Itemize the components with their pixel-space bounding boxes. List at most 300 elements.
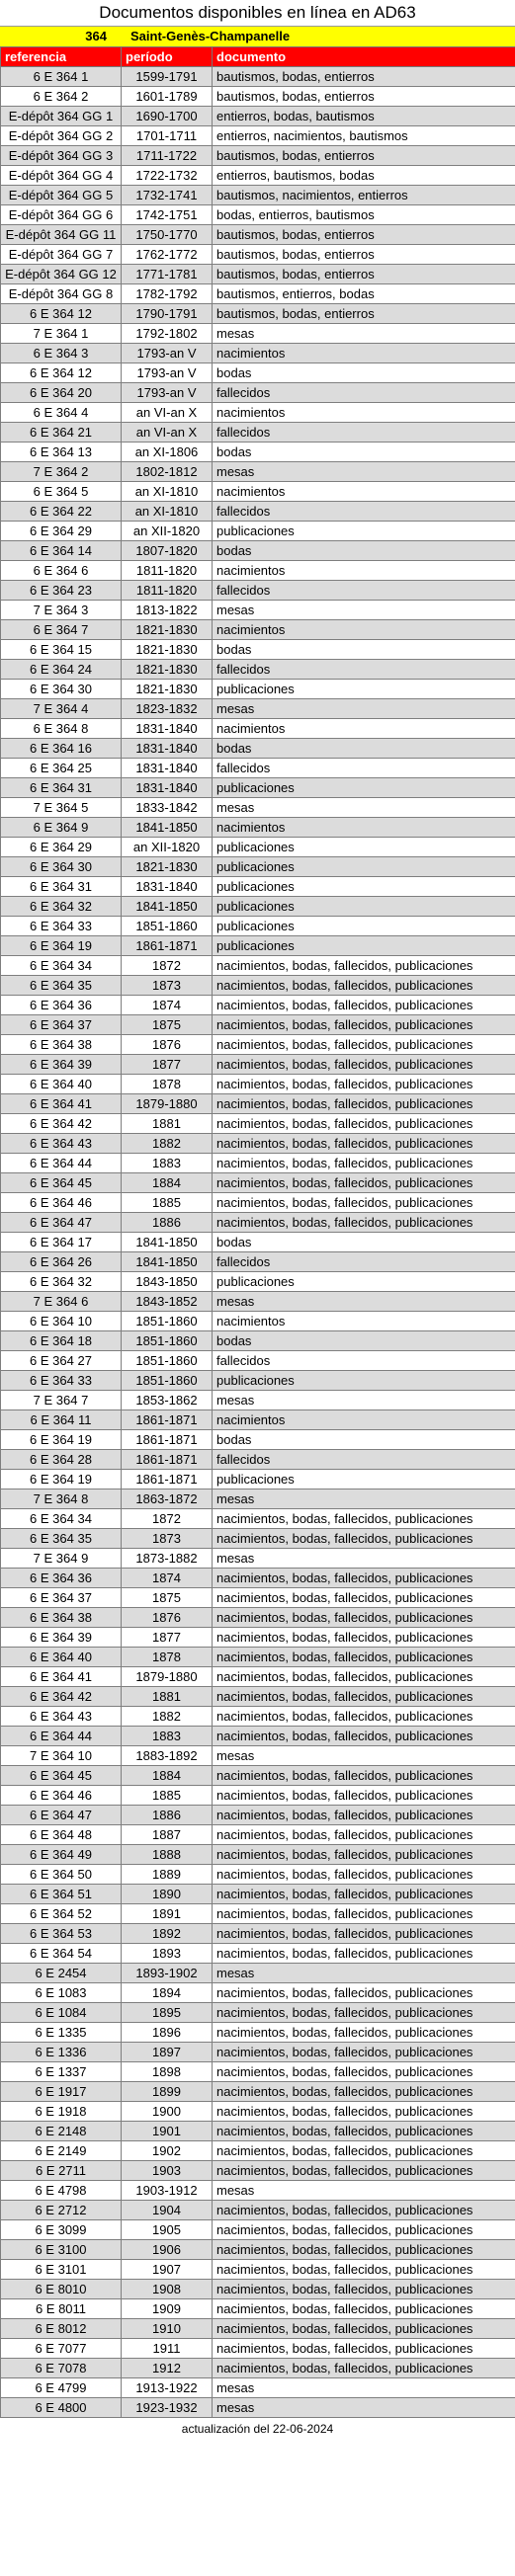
cell-period: 1879-1880 — [122, 1667, 213, 1687]
table-row — [1, 1154, 515, 1173]
table-row — [1, 1292, 515, 1312]
cell-document: mesas — [213, 1964, 515, 1983]
table-row — [1, 304, 515, 324]
table-row — [1, 1964, 515, 1983]
table-row — [1, 917, 515, 936]
cell-reference: 6 E 364 1 — [1, 67, 122, 87]
cell-reference: 6 E 364 33 — [1, 917, 122, 936]
cell-reference: 6 E 1083 — [1, 1983, 122, 2003]
cell-period: 1883 — [122, 1154, 213, 1173]
table-row — [1, 1687, 515, 1707]
cell-document: fallecidos — [213, 1252, 515, 1272]
cell-document: nacimientos, bodas, fallecidos, publicaciones — [213, 1035, 515, 1055]
cell-reference: 7 E 364 1 — [1, 324, 122, 344]
cell-reference: 6 E 364 47 — [1, 1213, 122, 1233]
cell-period: an XII-1820 — [122, 522, 213, 541]
table-row — [1, 699, 515, 719]
cell-period: 1792-1802 — [122, 324, 213, 344]
cell-reference: 6 E 364 37 — [1, 1015, 122, 1035]
cell-reference: 6 E 364 32 — [1, 1272, 122, 1292]
cell-period: 1732-1741 — [122, 186, 213, 205]
cell-period: 1863-1872 — [122, 1489, 213, 1509]
table-row — [1, 1410, 515, 1430]
cell-document: nacimientos — [213, 719, 515, 739]
table-row — [1, 1173, 515, 1193]
table-row — [1, 1430, 515, 1450]
cell-reference: 6 E 1918 — [1, 2102, 122, 2122]
cell-period: 1878 — [122, 1075, 213, 1094]
table-row — [1, 1233, 515, 1252]
table-row — [1, 1470, 515, 1489]
cell-reference: E-dépôt 364 GG 8 — [1, 284, 122, 304]
table-row — [1, 205, 515, 225]
table-row — [1, 1391, 515, 1410]
cell-period: 1874 — [122, 1569, 213, 1588]
cell-document: nacimientos, bodas, fallecidos, publicaciones — [213, 1687, 515, 1707]
cell-reference: 6 E 364 33 — [1, 1371, 122, 1391]
table-row — [1, 660, 515, 680]
cell-period: 1701-1711 — [122, 126, 213, 146]
cell-document: bautismos, bodas, entierros — [213, 87, 515, 107]
cell-document: bodas — [213, 363, 515, 383]
cell-period: 1831-1840 — [122, 778, 213, 798]
cell-document: fallecidos — [213, 502, 515, 522]
cell-document: nacimientos, bodas, fallecidos, publicaciones — [213, 1707, 515, 1727]
cell-reference: 6 E 4798 — [1, 2181, 122, 2201]
cell-period: 1821-1830 — [122, 640, 213, 660]
cell-reference: 6 E 8010 — [1, 2280, 122, 2299]
cell-period: an VI-an X — [122, 403, 213, 423]
cell-document: nacimientos, bodas, fallecidos, publicaciones — [213, 2161, 515, 2181]
cell-reference: E-dépôt 364 GG 2 — [1, 126, 122, 146]
cell-period: 1861-1871 — [122, 1410, 213, 1430]
cell-document: fallecidos — [213, 423, 515, 443]
cell-period: 1813-1822 — [122, 601, 213, 620]
table-header-row — [1, 47, 515, 67]
cell-reference: 6 E 364 45 — [1, 1173, 122, 1193]
table-row — [1, 2181, 515, 2201]
cell-document: bautismos, entierros, bodas — [213, 284, 515, 304]
cell-reference: 6 E 1337 — [1, 2062, 122, 2082]
cell-reference: 6 E 364 16 — [1, 739, 122, 759]
cell-period: 1905 — [122, 2220, 213, 2240]
table-row — [1, 2023, 515, 2043]
cell-document: bodas — [213, 1331, 515, 1351]
cell-reference: 6 E 364 14 — [1, 541, 122, 561]
cell-document: nacimientos, bodas, fallecidos, publicaciones — [213, 2122, 515, 2141]
table-row — [1, 1746, 515, 1766]
cell-period: 1913-1922 — [122, 2378, 213, 2398]
cell-document: mesas — [213, 462, 515, 482]
cell-period: 1821-1830 — [122, 857, 213, 877]
cell-document: publicaciones — [213, 1272, 515, 1292]
cell-document: nacimientos, bodas, fallecidos, publicaciones — [213, 1114, 515, 1134]
cell-period: 1802-1812 — [122, 462, 213, 482]
cell-document: mesas — [213, 324, 515, 344]
table-row — [1, 2260, 515, 2280]
cell-document: publicaciones — [213, 838, 515, 857]
cell-reference: 7 E 364 2 — [1, 462, 122, 482]
cell-document: nacimientos, bodas, fallecidos, publicaciones — [213, 2023, 515, 2043]
cell-reference: 6 E 364 7 — [1, 620, 122, 640]
table-row — [1, 759, 515, 778]
table-row — [1, 1707, 515, 1727]
cell-period: 1912 — [122, 2359, 213, 2378]
commune-name: Saint-Genès-Champanelle — [130, 29, 291, 43]
cell-document: nacimientos, bodas, fallecidos, publicaciones — [213, 2201, 515, 2220]
cell-period: 1811-1820 — [122, 581, 213, 601]
cell-reference: 6 E 364 4 — [1, 403, 122, 423]
cell-reference: 6 E 364 42 — [1, 1114, 122, 1134]
cell-period: 1878 — [122, 1648, 213, 1667]
cell-document: fallecidos — [213, 759, 515, 778]
cell-reference: 6 E 364 30 — [1, 857, 122, 877]
cell-reference: 6 E 364 41 — [1, 1094, 122, 1114]
cell-reference: 6 E 4799 — [1, 2378, 122, 2398]
cell-period: 1823-1832 — [122, 699, 213, 719]
cell-period: 1722-1732 — [122, 166, 213, 186]
table-row — [1, 1885, 515, 1904]
table-row — [1, 462, 515, 482]
cell-document: nacimientos, bodas, fallecidos, publicaciones — [213, 976, 515, 996]
table-row — [1, 976, 515, 996]
cell-period: 1879-1880 — [122, 1094, 213, 1114]
cell-period: an XI-1806 — [122, 443, 213, 462]
cell-period: 1881 — [122, 1687, 213, 1707]
table-row — [1, 956, 515, 976]
table-row — [1, 541, 515, 561]
cell-document: mesas — [213, 699, 515, 719]
table-row — [1, 186, 515, 205]
table-row — [1, 1193, 515, 1213]
cell-period: 1861-1871 — [122, 936, 213, 956]
cell-period: 1875 — [122, 1588, 213, 1608]
cell-period: 1807-1820 — [122, 541, 213, 561]
table-row — [1, 67, 515, 87]
cell-reference: E-dépôt 364 GG 1 — [1, 107, 122, 126]
cell-document: nacimientos, bodas, fallecidos, publicaciones — [213, 1825, 515, 1845]
cell-document: nacimientos, bodas, fallecidos, publicaciones — [213, 1529, 515, 1549]
cell-reference: 6 E 364 38 — [1, 1035, 122, 1055]
cell-reference: 7 E 364 5 — [1, 798, 122, 818]
cell-document: nacimientos — [213, 1410, 515, 1430]
cell-period: 1601-1789 — [122, 87, 213, 107]
table-row — [1, 363, 515, 383]
table-row — [1, 324, 515, 344]
cell-document: publicaciones — [213, 936, 515, 956]
cell-period: 1899 — [122, 2082, 213, 2102]
cell-reference: 6 E 364 20 — [1, 383, 122, 403]
cell-document: nacimientos, bodas, fallecidos, publicaciones — [213, 1786, 515, 1806]
table-row — [1, 2398, 515, 2418]
cell-reference: 6 E 364 12 — [1, 304, 122, 324]
cell-period: 1902 — [122, 2141, 213, 2161]
cell-document: bautismos, bodas, entierros — [213, 245, 515, 265]
cell-document: nacimientos, bodas, fallecidos, publicaciones — [213, 1569, 515, 1588]
cell-period: 1872 — [122, 956, 213, 976]
cell-period: 1782-1792 — [122, 284, 213, 304]
cell-document: publicaciones — [213, 778, 515, 798]
cell-reference: 6 E 2454 — [1, 1964, 122, 1983]
cell-reference: 6 E 364 30 — [1, 680, 122, 699]
cell-period: 1875 — [122, 1015, 213, 1035]
cell-reference: 6 E 364 23 — [1, 581, 122, 601]
cell-period: 1923-1932 — [122, 2398, 213, 2418]
cell-period: 1894 — [122, 1983, 213, 2003]
commune-banner — [0, 26, 515, 46]
cell-document: publicaciones — [213, 522, 515, 541]
cell-reference: 6 E 364 31 — [1, 778, 122, 798]
table-row — [1, 818, 515, 838]
cell-document: bodas — [213, 739, 515, 759]
table-row — [1, 1983, 515, 2003]
cell-document: nacimientos, bodas, fallecidos, publicaciones — [213, 2102, 515, 2122]
cell-reference: E-dépôt 364 GG 7 — [1, 245, 122, 265]
cell-reference: 6 E 1336 — [1, 2043, 122, 2062]
cell-document: bautismos, bodas, entierros — [213, 67, 515, 87]
table-row — [1, 1944, 515, 1964]
cell-period: 1876 — [122, 1608, 213, 1628]
cell-reference: E-dépôt 364 GG 3 — [1, 146, 122, 166]
cell-period: 1853-1862 — [122, 1391, 213, 1410]
table-row — [1, 680, 515, 699]
table-row — [1, 403, 515, 423]
cell-period: 1892 — [122, 1924, 213, 1944]
cell-document: nacimientos, bodas, fallecidos, publicaciones — [213, 1628, 515, 1648]
cell-document: publicaciones — [213, 1470, 515, 1489]
cell-reference: E-dépôt 364 GG 6 — [1, 205, 122, 225]
table-row — [1, 561, 515, 581]
table-row — [1, 1509, 515, 1529]
cell-document: publicaciones — [213, 917, 515, 936]
table-row — [1, 1094, 515, 1114]
cell-document: fallecidos — [213, 1450, 515, 1470]
cell-document: nacimientos, bodas, fallecidos, publicaciones — [213, 1667, 515, 1687]
cell-document: bautismos, nacimientos, entierros — [213, 186, 515, 205]
cell-period: 1790-1791 — [122, 304, 213, 324]
table-row — [1, 2339, 515, 2359]
table-row — [1, 344, 515, 363]
cell-period: 1831-1840 — [122, 759, 213, 778]
cell-period: 1877 — [122, 1055, 213, 1075]
table-row — [1, 502, 515, 522]
column-header-referencia: referencia — [1, 47, 122, 67]
cell-reference: 6 E 364 40 — [1, 1648, 122, 1667]
cell-document: nacimientos, bodas, fallecidos, publicaciones — [213, 1983, 515, 2003]
table-row — [1, 2299, 515, 2319]
cell-period: 1881 — [122, 1114, 213, 1134]
cell-reference: 6 E 364 27 — [1, 1351, 122, 1371]
cell-reference: 6 E 364 35 — [1, 1529, 122, 1549]
cell-period: 1841-1850 — [122, 818, 213, 838]
cell-reference: 6 E 364 40 — [1, 1075, 122, 1094]
cell-reference: 6 E 364 36 — [1, 1569, 122, 1588]
cell-period: 1831-1840 — [122, 719, 213, 739]
cell-document: nacimientos, bodas, fallecidos, publicaciones — [213, 2280, 515, 2299]
cell-document: bodas — [213, 443, 515, 462]
table-row — [1, 2082, 515, 2102]
cell-period: 1885 — [122, 1193, 213, 1213]
cell-document: nacimientos, bodas, fallecidos, publicaciones — [213, 1727, 515, 1746]
cell-period: 1898 — [122, 2062, 213, 2082]
cell-period: 1861-1871 — [122, 1470, 213, 1489]
cell-period: 1851-1860 — [122, 1312, 213, 1331]
cell-reference: 6 E 2149 — [1, 2141, 122, 2161]
table-row — [1, 778, 515, 798]
table-row — [1, 126, 515, 146]
cell-reference: 6 E 2711 — [1, 2161, 122, 2181]
cell-period: 1883 — [122, 1727, 213, 1746]
cell-period: 1910 — [122, 2319, 213, 2339]
table-row — [1, 1529, 515, 1549]
table-row — [1, 225, 515, 245]
cell-document: bautismos, bodas, entierros — [213, 225, 515, 245]
cell-period: 1888 — [122, 1845, 213, 1865]
cell-document: mesas — [213, 1549, 515, 1569]
cell-document: publicaciones — [213, 680, 515, 699]
table-row — [1, 897, 515, 917]
table-row — [1, 1924, 515, 1944]
cell-document: nacimientos, bodas, fallecidos, publicaciones — [213, 1509, 515, 1529]
cell-reference: 6 E 364 13 — [1, 443, 122, 462]
cell-period: 1891 — [122, 1904, 213, 1924]
cell-reference: 6 E 364 39 — [1, 1055, 122, 1075]
cell-reference: 6 E 364 51 — [1, 1885, 122, 1904]
table-row — [1, 1134, 515, 1154]
table-row — [1, 838, 515, 857]
cell-period: 1821-1830 — [122, 680, 213, 699]
cell-document: nacimientos, bodas, fallecidos, publicaciones — [213, 1766, 515, 1786]
cell-reference: 6 E 7078 — [1, 2359, 122, 2378]
cell-document: nacimientos, bodas, fallecidos, publicaciones — [213, 2043, 515, 2062]
table-body — [1, 67, 515, 2418]
cell-document: nacimientos, bodas, fallecidos, publicaciones — [213, 2003, 515, 2023]
cell-reference: 6 E 364 35 — [1, 976, 122, 996]
cell-reference: E-dépôt 364 GG 4 — [1, 166, 122, 186]
cell-document: nacimientos — [213, 482, 515, 502]
table-row — [1, 2122, 515, 2141]
cell-document: nacimientos, bodas, fallecidos, publicaciones — [213, 1193, 515, 1213]
cell-period: 1821-1830 — [122, 620, 213, 640]
cell-document: publicaciones — [213, 877, 515, 897]
cell-reference: E-dépôt 364 GG 11 — [1, 225, 122, 245]
cell-document: nacimientos — [213, 403, 515, 423]
cell-reference: 6 E 364 31 — [1, 877, 122, 897]
cell-period: 1851-1860 — [122, 1331, 213, 1351]
cell-document: publicaciones — [213, 1371, 515, 1391]
update-note: actualización del 22-06-2024 — [181, 2422, 334, 2436]
cell-period: 1762-1772 — [122, 245, 213, 265]
cell-document: mesas — [213, 1489, 515, 1509]
cell-reference: 6 E 364 34 — [1, 956, 122, 976]
cell-period: 1909 — [122, 2299, 213, 2319]
cell-document: nacimientos, bodas, fallecidos, publicaciones — [213, 1173, 515, 1193]
cell-document: nacimientos — [213, 561, 515, 581]
cell-period: 1884 — [122, 1766, 213, 1786]
cell-period: 1884 — [122, 1173, 213, 1193]
cell-document: bodas — [213, 640, 515, 660]
table-row — [1, 620, 515, 640]
cell-document: publicaciones — [213, 897, 515, 917]
cell-reference: 6 E 364 54 — [1, 1944, 122, 1964]
column-header-periodo: período — [122, 47, 213, 67]
table-row — [1, 798, 515, 818]
cell-reference: 6 E 364 53 — [1, 1924, 122, 1944]
cell-document: mesas — [213, 2378, 515, 2398]
cell-reference: 6 E 364 2 — [1, 87, 122, 107]
cell-period: 1874 — [122, 996, 213, 1015]
page-title: Documentos disponibles en línea en AD63 — [99, 3, 416, 22]
table-row — [1, 1331, 515, 1351]
cell-period: 1831-1840 — [122, 877, 213, 897]
table-row — [1, 2378, 515, 2398]
table-row — [1, 739, 515, 759]
cell-reference: 7 E 364 9 — [1, 1549, 122, 1569]
cell-period: 1833-1842 — [122, 798, 213, 818]
cell-reference: 6 E 364 44 — [1, 1727, 122, 1746]
cell-reference: 6 E 4800 — [1, 2398, 122, 2418]
cell-reference: 6 E 364 10 — [1, 1312, 122, 1331]
cell-period: 1872 — [122, 1509, 213, 1529]
cell-document: bodas — [213, 1430, 515, 1450]
table-row — [1, 1549, 515, 1569]
cell-period: 1851-1860 — [122, 917, 213, 936]
table-row — [1, 1648, 515, 1667]
cell-document: nacimientos, bodas, fallecidos, publicaciones — [213, 1608, 515, 1628]
table-row — [1, 2240, 515, 2260]
cell-document: nacimientos, bodas, fallecidos, publicaciones — [213, 2319, 515, 2339]
table-row — [1, 1371, 515, 1391]
cell-document: fallecidos — [213, 660, 515, 680]
cell-reference: 6 E 364 43 — [1, 1707, 122, 1727]
cell-document: nacimientos, bodas, fallecidos, publicaciones — [213, 1904, 515, 1924]
table-row — [1, 284, 515, 304]
cell-period: 1843-1850 — [122, 1272, 213, 1292]
cell-period: 1907 — [122, 2260, 213, 2280]
cell-reference: 6 E 364 41 — [1, 1667, 122, 1687]
cell-document: nacimientos, bodas, fallecidos, publicaciones — [213, 2299, 515, 2319]
cell-reference: 7 E 364 6 — [1, 1292, 122, 1312]
cell-document: bautismos, bodas, entierros — [213, 146, 515, 166]
cell-document: entierros, nacimientos, bautismos — [213, 126, 515, 146]
table-row — [1, 1075, 515, 1094]
cell-reference: 7 E 364 4 — [1, 699, 122, 719]
cell-document: nacimientos — [213, 344, 515, 363]
table-row — [1, 2201, 515, 2220]
cell-period: 1841-1850 — [122, 1233, 213, 1252]
cell-reference: 6 E 364 19 — [1, 936, 122, 956]
cell-period: 1903 — [122, 2161, 213, 2181]
cell-period: 1831-1840 — [122, 739, 213, 759]
cell-period: 1877 — [122, 1628, 213, 1648]
cell-period: 1893 — [122, 1944, 213, 1964]
cell-document: entierros, bautismos, bodas — [213, 166, 515, 186]
cell-document: bautismos, bodas, entierros — [213, 265, 515, 284]
cell-document: mesas — [213, 1746, 515, 1766]
cell-reference: 6 E 364 11 — [1, 1410, 122, 1430]
cell-reference: 6 E 364 42 — [1, 1687, 122, 1707]
cell-period: 1893-1902 — [122, 1964, 213, 1983]
cell-period: 1901 — [122, 2122, 213, 2141]
cell-reference: 6 E 364 15 — [1, 640, 122, 660]
cell-document: nacimientos, bodas, fallecidos, publicaciones — [213, 2359, 515, 2378]
cell-period: 1876 — [122, 1035, 213, 1055]
table-row — [1, 443, 515, 462]
cell-period: 1906 — [122, 2240, 213, 2260]
cell-reference: 6 E 364 50 — [1, 1865, 122, 1885]
cell-reference: 6 E 364 32 — [1, 897, 122, 917]
cell-document: nacimientos — [213, 620, 515, 640]
